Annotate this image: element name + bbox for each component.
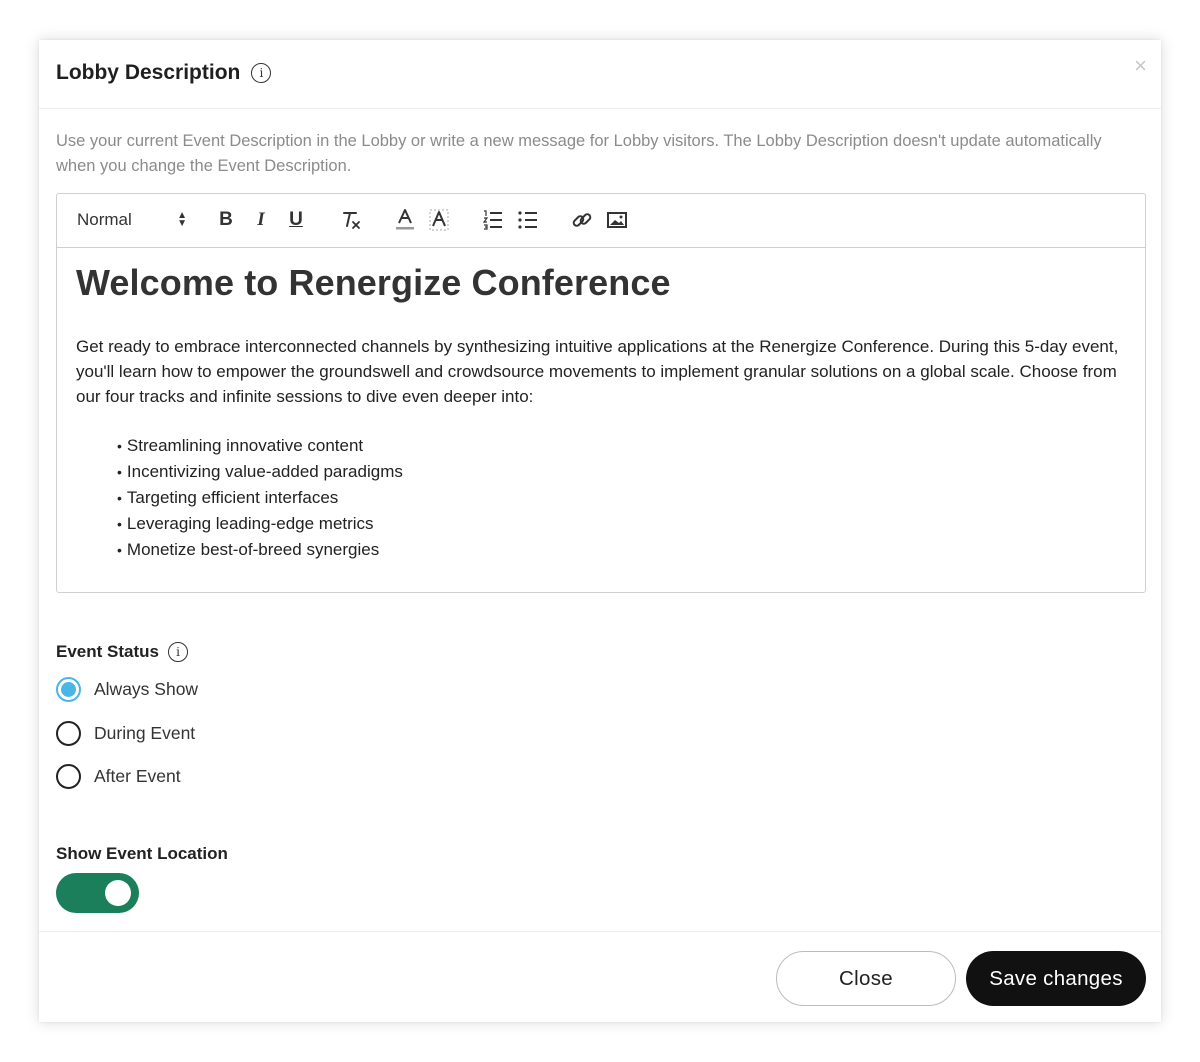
list-item: • Streamlining innovative content — [117, 433, 1126, 459]
bullet-list-icon[interactable] — [516, 208, 540, 232]
radio-label: After Event — [94, 766, 181, 786]
info-icon[interactable]: i — [251, 63, 271, 83]
helper-text: Use your current Event Description in the Lobby or write a new message for Lobby visitors. The Lobby Description doesn't update automatically when you change the Event Description. — [56, 132, 1102, 175]
editor-content[interactable] — [57, 248, 1145, 575]
editor-paragraph: Get ready to embrace interconnected channels by synthesizing intuitive applications at the Renergize Conference. During this 5-day event, you'll learn how to empower the groundswell and crowdsource movements to implement granular solutions on a global scale. Choose from our four tracks and infinite sessions to dive even deeper into: — [76, 337, 1119, 406]
radio-button[interactable] — [56, 764, 81, 789]
close-icon[interactable]: × — [1134, 53, 1147, 78]
bold-icon[interactable]: B — [219, 209, 233, 230]
radio-during-event[interactable] — [56, 721, 195, 746]
list-item: • Monetize best-of-breed synergies — [117, 537, 1126, 563]
modal-title-text: Lobby Description — [56, 61, 241, 84]
text-color-icon[interactable] — [393, 208, 417, 232]
close-button[interactable]: Close — [776, 951, 956, 1006]
show-location-toggle[interactable] — [56, 873, 139, 913]
radio-button-checked[interactable] — [56, 677, 81, 702]
editor-toolbar — [57, 194, 1145, 248]
radio-label: Always Show — [94, 679, 199, 699]
image-icon[interactable] — [605, 208, 629, 232]
footer-divider — [39, 931, 1161, 932]
radio-after-event[interactable] — [56, 764, 181, 789]
modal-header — [39, 40, 1161, 109]
link-icon[interactable] — [570, 208, 594, 232]
list-item: • Incentivizing value-added paradigms — [117, 459, 1126, 485]
modal-title — [56, 61, 271, 85]
format-select-value: Normal — [77, 210, 132, 229]
list-item: • Leveraging leading-edge metrics — [117, 511, 1126, 537]
event-status-label — [56, 642, 188, 662]
format-select[interactable] — [77, 208, 187, 232]
radio-always-show[interactable] — [56, 677, 198, 702]
highlight-color-icon[interactable] — [427, 208, 451, 232]
toggle-knob — [105, 880, 131, 906]
rich-text-editor — [56, 193, 1146, 593]
select-arrows-icon: ▲ ▼ — [177, 210, 187, 229]
radio-label: During Event — [94, 723, 196, 743]
list-item: • Targeting efficient interfaces — [117, 485, 1126, 511]
underline-icon[interactable]: U — [289, 209, 303, 230]
clear-format-icon[interactable] — [339, 208, 363, 232]
lobby-description-modal — [39, 40, 1161, 1022]
ordered-list-icon[interactable] — [481, 208, 505, 232]
save-changes-button[interactable]: Save changes — [966, 951, 1146, 1006]
editor-heading: Welcome to Renergize Conference — [76, 262, 671, 303]
radio-button[interactable] — [56, 721, 81, 746]
show-location-label: Show Event Location — [56, 844, 228, 863]
info-icon[interactable]: i — [168, 642, 188, 662]
event-status-text: Event Status — [56, 642, 159, 661]
editor-bullet-list — [76, 433, 1126, 563]
italic-icon[interactable]: I — [257, 209, 265, 230]
